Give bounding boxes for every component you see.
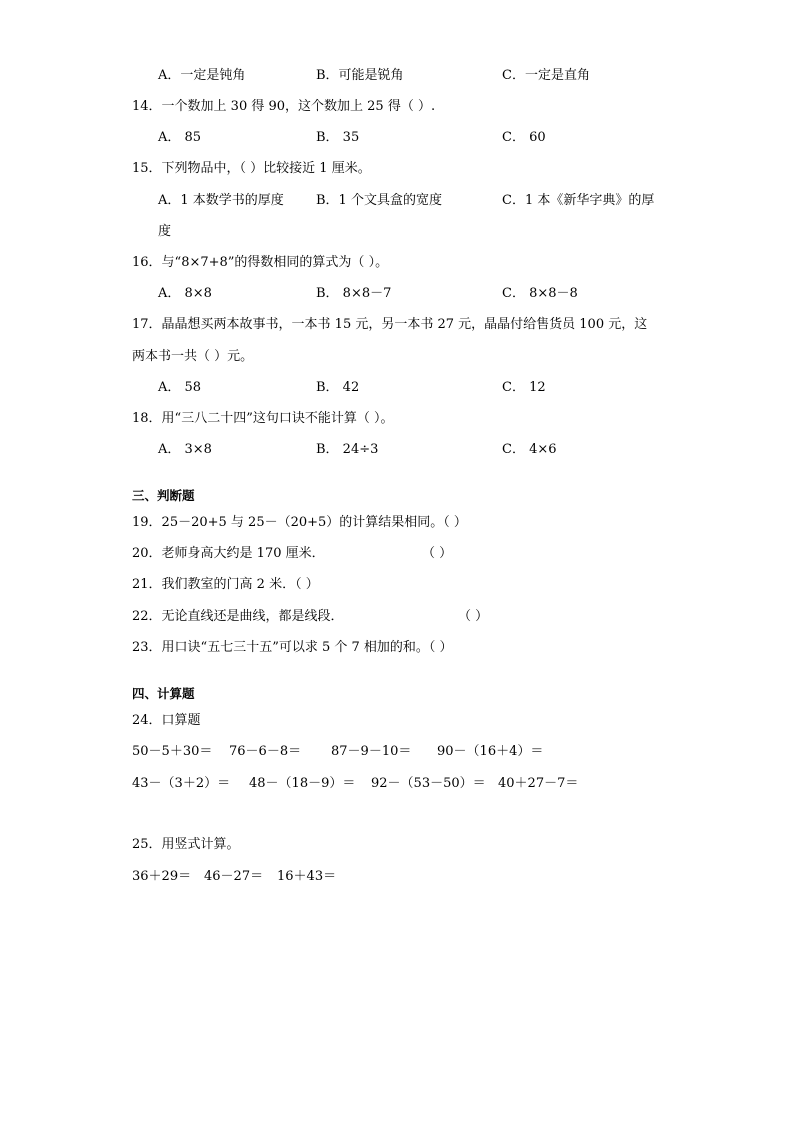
q23-stem: 23．用口诀“五七三十五”可以求 5 个 7 相加的和。（ ） [132,640,453,655]
q24-title: 24．口算题 [132,713,201,728]
mental-calc-item: 50－5＋30＝ [132,744,213,759]
q17-option-c: C． 12 [502,380,546,395]
mental-calc-item: 92－（53－50）＝ [371,776,486,791]
q15-wrap-text: 度 [158,224,172,239]
q16-stem: 16．与“8×7+8”的得数相同的算式为（ ）。 [132,255,389,270]
q13-option-a: A．一定是钝角 [158,68,246,83]
mental-calc-item: 87－9－10＝ [331,744,412,759]
q17-option-b: B． 42 [316,380,360,395]
q18-option-a: A． 3×8 [158,442,212,457]
q14-stem: 14．一个数加上 30 得 90，这个数加上 25 得（ ）. [132,99,436,114]
q16-option-c: C． 8×8－8 [502,286,578,301]
section-true-false-title: 三、判断题 [132,488,195,503]
vertical-calc-item: 16＋43＝ [277,869,337,884]
q15-option-a: A．1 本数学书的厚度 [158,193,284,208]
q14-option-a: A． 85 [158,130,202,145]
section-calculation-title: 四、计算题 [132,686,195,701]
q22-stem: 22．无论直线还是曲线，都是线段． [132,609,344,624]
mental-calc-item: 48－（18－9）＝ [249,776,356,791]
q14-option-c: C． 60 [502,130,546,145]
mental-calc-item: 76－6－8＝ [229,744,302,759]
vertical-calc-item: 46－27＝ [204,869,264,884]
q17-option-a: A． 58 [158,380,202,395]
q18-option-c: C． 4×6 [502,442,557,457]
q15-stem: 15．下列物品中，（ ）比较接近 1 厘米。 [132,161,371,176]
q19-stem: 19．25－20+5 与 25－（20+5）的计算结果相同。（ ） [132,515,467,530]
q13-option-b: B．可能是锐角 [316,68,404,83]
mental-calc-item: 40＋27－7＝ [498,776,579,791]
q25-title: 25．用竖式计算。 [132,837,240,852]
q22-answer-paren: （ ） [458,609,489,624]
q15-option-b: B．1 个文具盒的宽度 [316,193,442,208]
q20-stem: 20．老师身高大约是 170 厘米． [132,546,325,561]
q18-stem: 18．用“三八二十四”这句口诀不能计算（ ）。 [132,411,394,426]
mental-calc-item: 43－（3＋2）＝ [132,776,231,791]
vertical-calc-item: 36＋29＝ [132,869,192,884]
q13-option-c: C．一定是直角 [502,68,590,83]
mental-calc-item: 90－（16＋4）＝ [437,744,544,759]
q16-option-a: A． 8×8 [158,286,212,301]
q17-stem-continued: 两本书一共（ ）元。 [132,349,254,364]
q18-option-b: B． 24÷3 [316,442,379,457]
q20-answer-paren: （ ） [422,546,453,561]
q15-option-c: C．1 本《新华字典》的厚 [502,193,655,208]
q14-option-b: B． 35 [316,130,360,145]
q16-option-b: B． 8×8－7 [316,286,392,301]
q17-stem: 17．晶晶想买两本故事书，一本书 15 元，另一本书 27 元，晶晶付给售货员 100 元，这 [132,317,648,332]
q21-stem: 21．我们教室的门高 2 米．（ ） [132,577,319,592]
